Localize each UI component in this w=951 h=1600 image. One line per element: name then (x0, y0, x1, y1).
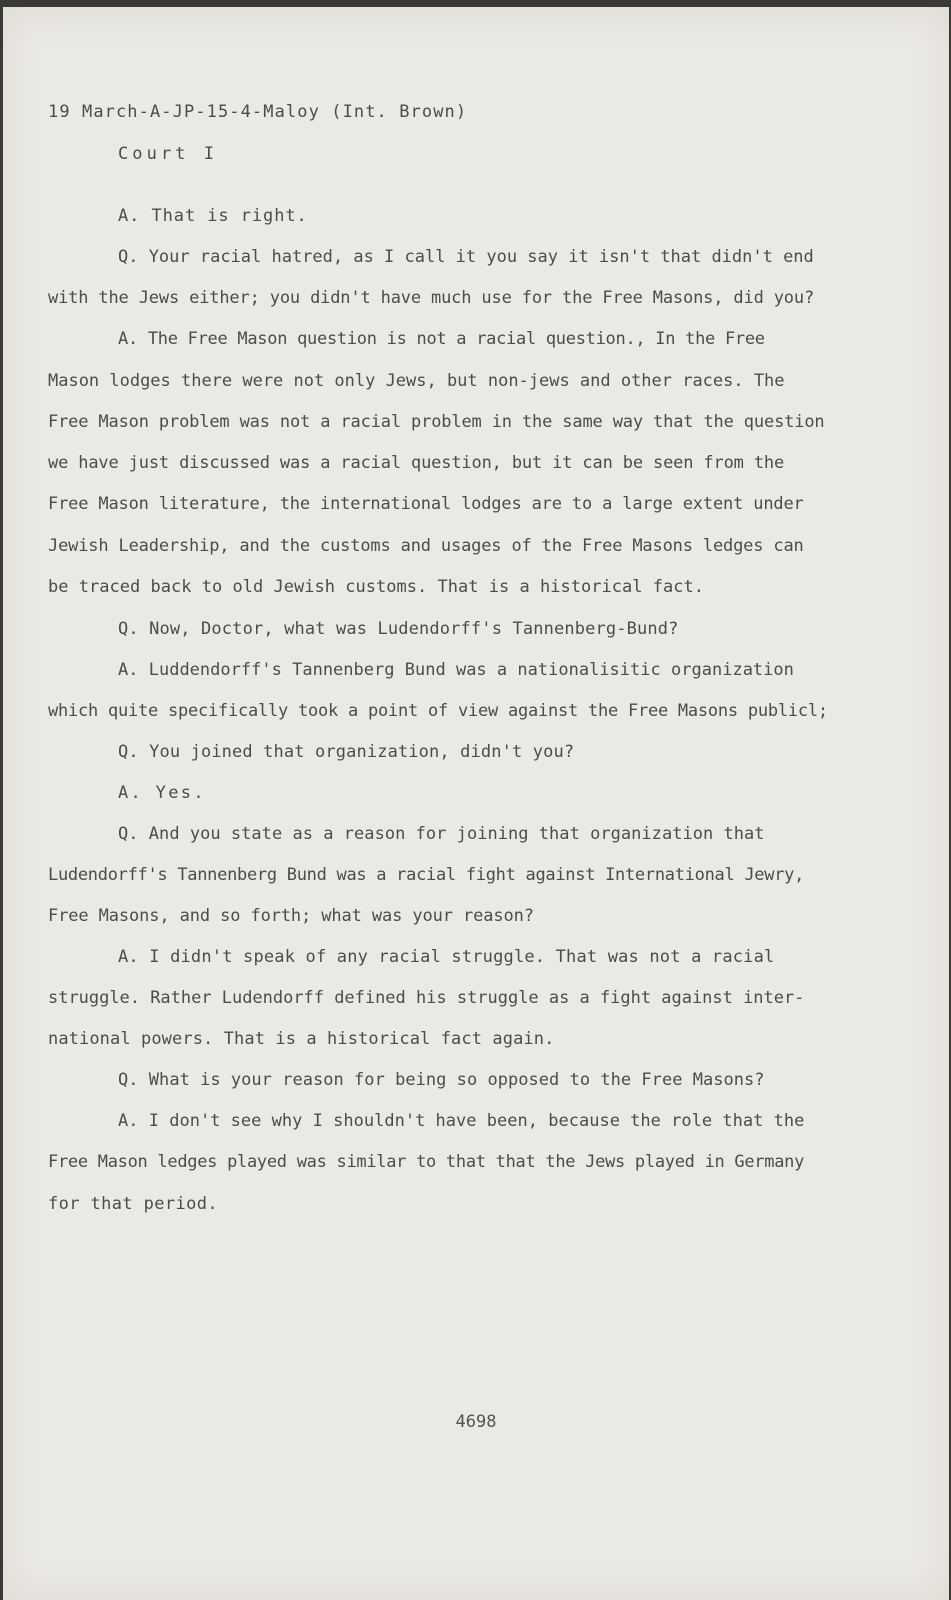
transcript-line: be traced back to old Jewish customs. That is a historical fact. (48, 577, 705, 597)
transcript-line: struggle. Rather Ludendorff defined his struggle as a fight against inter- (48, 988, 805, 1008)
transcript-line: A. I didn't speak of any racial struggle. That was not a racial (118, 947, 775, 967)
transcript-line: A. Yes. (118, 783, 206, 803)
transcript-line: which quite specifically took a point of view against the Free Masons publicl; (48, 701, 828, 721)
court-label: Court I (118, 144, 219, 164)
transcript-line: Q. Now, Doctor, what was Ludendorff's Tannenberg-Bund? (118, 619, 679, 639)
transcript-line: Q. Your racial hatred, as I call it you say it isn't that didn't end (118, 247, 814, 267)
transcript-line: we have just discussed was a racial question, but it can be seen from the (48, 453, 785, 473)
transcript-line: Jewish Leadership, and the customs and usages of the Free Masons ledges can (48, 536, 804, 556)
transcript-line: A. That is right. (118, 206, 308, 226)
transcript-line: Free Masons, and so forth; what was your reason? (48, 906, 534, 926)
document-header: 19 March-A-JP-15-4-Maloy (Int. Brown) (48, 102, 468, 122)
transcript-line: A. I don't see why I shouldn't have been, because the role that the (118, 1111, 805, 1131)
transcript-line: Q. You joined that organization, didn't you? (118, 742, 575, 762)
transcript-line: with the Jews either; you didn't have much use for the Free Masons, did you? (48, 288, 815, 308)
transcript-line: Q. What is your reason for being so opposed to the Free Masons? (118, 1070, 765, 1090)
transcript-line: Q. And you state as a reason for joining that organization that (118, 824, 765, 844)
page-number: 4698 (455, 1412, 497, 1432)
transcript-line: Mason lodges there were not only Jews, but non-jews and other races. The (48, 371, 785, 391)
transcript-line: A. Luddendorff's Tannenberg Bund was a nationalisitic organization (118, 660, 794, 680)
transcript-line: for that period. (48, 1194, 218, 1214)
transcript-line: Ludendorff's Tannenberg Bund was a racial fight against International Jewry, (48, 865, 805, 885)
transcript-line: A. The Free Mason question is not a racial question., In the Free (118, 329, 765, 349)
transcript-line: Free Mason problem was not a racial problem in the same way that the question (48, 412, 825, 432)
transcript-line: Free Mason ledges played was similar to that that the Jews played in Germany (48, 1152, 805, 1172)
transcript-line: Free Mason literature, the international lodges are to a large extent under (48, 494, 804, 514)
transcript-line: national powers. That is a historical fact again. (48, 1029, 555, 1049)
transcript-page (3, 7, 949, 1600)
